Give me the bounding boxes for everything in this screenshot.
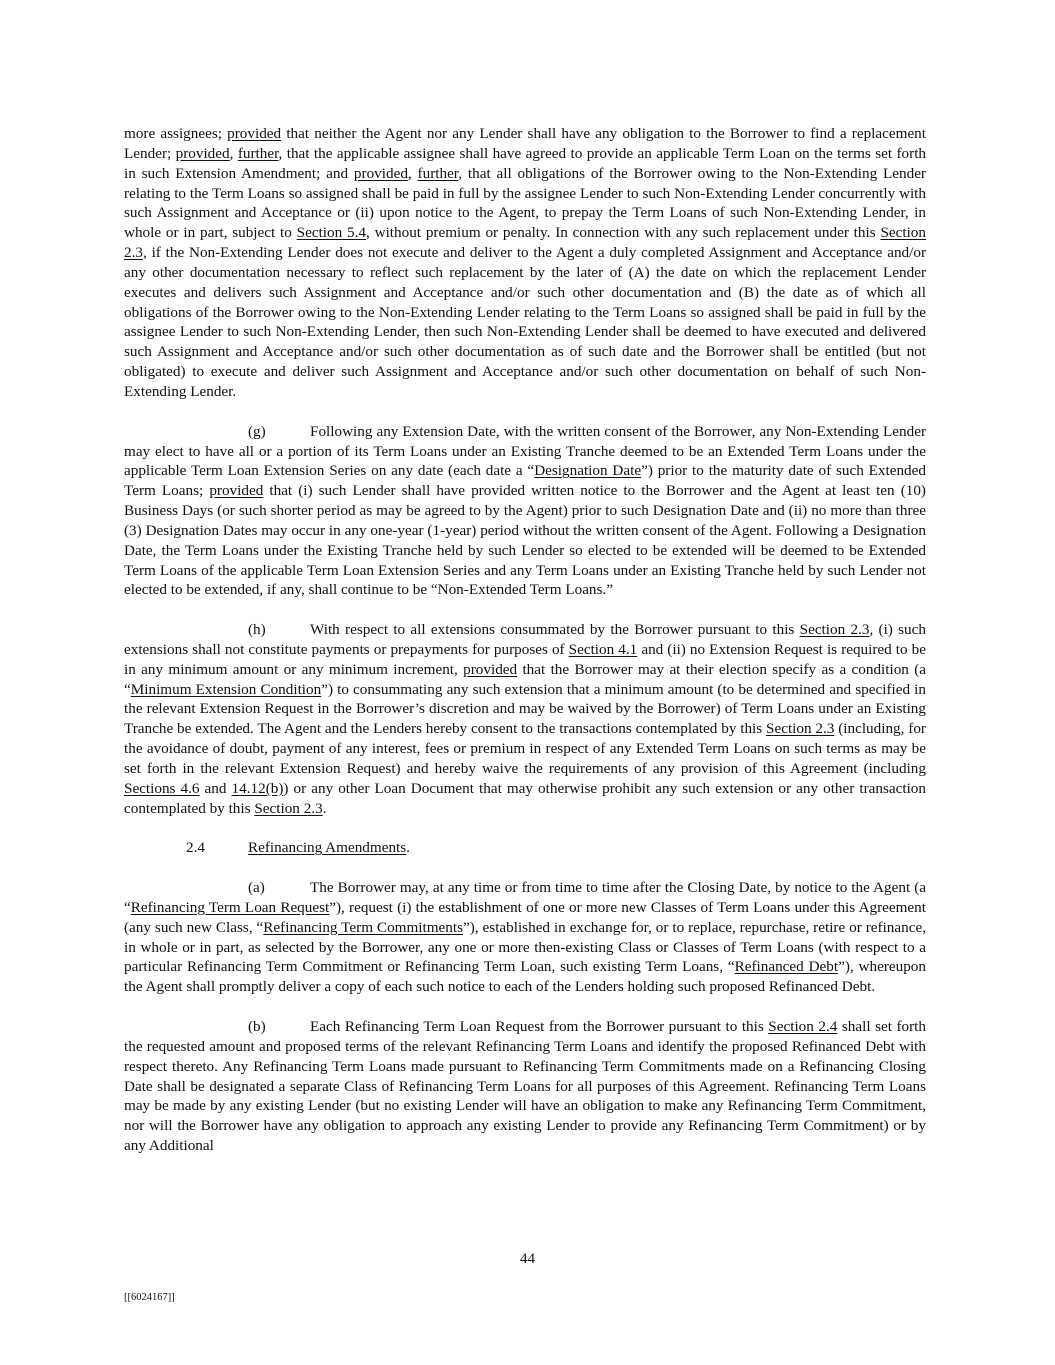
paragraph-marker: (g) bbox=[248, 422, 266, 440]
section-heading-2-4: 2.4 Refinancing Amendments. bbox=[124, 838, 926, 858]
section-reference: Sections 4.6 bbox=[124, 779, 200, 797]
section-title: Refinancing Amendments bbox=[248, 839, 407, 857]
defined-term: Refinancing Term Loan Request bbox=[130, 898, 330, 916]
page-number: 44 bbox=[519, 1250, 536, 1267]
section-reference: Section 2.4 bbox=[768, 1017, 838, 1035]
section-reference: Section 5.4 bbox=[296, 224, 366, 242]
section-reference: 14.12(b) bbox=[231, 779, 284, 797]
paragraph-g: (g) Following any Extension Date, with the written consent of the Borrower, any Non-Extending Lender may elect to have all or a portion of its Term Loans under an Existing Tranche deemed to be an Extended Term Loans under the applicable Term Loan Extension Series on any date (each date a “Designation Date”) prior to the maturity date of such Extended Term Loans; provided that (i) such Lender shall have provided written notice to the Borrower and the Agent at least ten (10) Business Days (or such shorter period as may be agreed to by the Agent) prior to such Designation Date and (ii) no more than three (3) Designation Dates may occur in any one-year (1-year) period without the written consent of the Agent. Following a Designation Date, the Term Loans under the Existing Tranche held by such Lender so elected to be extended will be deemed to be Extended Term Loans of the applicable Term Loan Extension Series and any Term Loans under an Existing Tranche held by such Lender not elected to be extended, if any, shall continue to be “Non-Extended Term Loans.” bbox=[124, 422, 926, 599]
defined-term: Refinancing Term Commitments bbox=[263, 918, 464, 936]
defined-term: Refinanced Debt bbox=[734, 958, 839, 976]
underlined-term: provided bbox=[353, 164, 408, 182]
paragraph-marker: (b) bbox=[248, 1017, 266, 1035]
paragraph-h: (h) With respect to all extensions consummated by the Borrower pursuant to this Section 2.3, (i) such extensions shall not constitute payments or prepayments for purposes of Section 4.1 and (ii) no Extension Request is required to be in any minimum amount or any minimum increment, provided that the Borrower may at their election specify as a condition (a “Minimum Extension Condition”) to consummating any such extension that a minimum amount (to be determined and specified in the relevant Extension Request in the Borrower’s discretion and may be waived by the Borrower) of Term Loans under an Existing Tranche be extended. The Agent and the Lenders hereby consent to the transactions contemplated by this Section 2.3 (including, for the avoidance of doubt, payment of any interest, fees or premium in respect of any Extended Term Loans on such terms as may be set forth in the relevant Extension Request) and hereby waive the requirements of any provision of this Agreement (including Sections 4.6 and 14.12(b)) or any other Loan Document that may otherwise prohibit any such extension or any other transaction contemplated by this Section 2.3. bbox=[124, 621, 927, 817]
underlined-term: provided bbox=[227, 125, 282, 142]
section-reference: Section 4.1 bbox=[568, 640, 638, 658]
section-reference: Section 2.3 bbox=[254, 799, 323, 817]
paragraph-f-continued: more assignees; provided that neither the Agent nor any Lender shall have any obligation to the Borrower to find a replacement Lender; provided, further, that the applicable assignee shall have agreed to provide an applicable Term Loan on the terms set forth in such Extension Amendment; and provided, further, that all obligations of the Borrower owing to the Non-Extending Lender relating to the Term Loans so assigned shall be paid in full by the assignee Lender to such Non-Extending Lender concurrently with such Assignment and Acceptance or (ii) upon notice to the Agent, to prepay the Term Loans of such Non-Extending Lender, in whole or in part, subject to Section 5.4, without premium or penalty. In connection with any such replacement under this Section 2.3, if the Non-Extending Lender does not execute and deliver to the Agent a duly completed Assignment and Acceptance and/or any other documentation necessary to reflect such replacement by the later of (A) the date on which the replacement Lender executes and delivers such Assignment and Acceptance and/or such other documentation and (B) the date as of which all obligations of the Borrower owing to the Non-Extending Lender relating to the Term Loans so assigned shall be paid in full by the assignee Lender to such Non-Extending Lender, then such Non-Extending Lender shall be deemed to have executed and delivered such Assignment and Acceptance and/or such other documentation as of such date and the Borrower shall be entitled (but not obligated) to execute and deliver such Assignment and Acceptance and/or such other documentation on behalf of such Non-Extending Lender. bbox=[124, 125, 927, 400]
section-reference: Section 2.3 bbox=[124, 224, 926, 262]
underlined-term: provided bbox=[463, 660, 518, 678]
defined-term: Designation Date bbox=[534, 462, 642, 480]
document-body bbox=[124, 124, 926, 1176]
paragraph-marker: (h) bbox=[248, 621, 266, 639]
section-number: 2.4 bbox=[186, 839, 205, 857]
paragraph-b: (b) Each Refinancing Term Loan Request from the Borrower pursuant to this Section 2.4 shall set forth the requested amount and proposed terms of the relevant Refinancing Term Loans and identify the proposed Refinanced Debt with respect thereto. Any Refinancing Term Loans made pursuant to Refinancing Term Commitments made on a Refinancing Closing Date shall be designated a separate Class of Refinancing Term Loans for all purposes of this Agreement. Refinancing Term Loans may be made by any existing Lender (but no existing Lender will have an obligation to make any Refinancing Term Commitment, nor will the Borrower have any obligation to approach any existing Lender to provide any Refinancing Term Commitment) or by any Additional bbox=[124, 1017, 926, 1155]
underlined-term: provided bbox=[209, 482, 264, 500]
underlined-term: further bbox=[237, 144, 279, 162]
document-id: [[6024167]] bbox=[124, 1292, 175, 1303]
section-reference: Section 2.3 bbox=[799, 621, 870, 639]
paragraph-a: (a) The Borrower may, at any time or from time to time after the Closing Date, by notice to the Agent (a “Refinancing Term Loan Request”), request (i) the establishment of one or more new Classes of Term Loans under this Agreement (any such new Class, “Refinancing Term Commitments”), established in exchange for, or to replace, repurchase, retire or refinance, in whole or in part, as selected by the Borrower, any one or more then-existing Class or Classes of Term Loans (with respect to a particular Refinancing Term Commitment or Refinancing Term Loan, such existing Term Loans, “Refinanced Debt”), whereupon the Agent shall promptly deliver a copy of each such notice to each of the Lenders holding such proposed Refinanced Debt. bbox=[124, 879, 926, 996]
section-reference: Section 2.3 bbox=[766, 720, 835, 738]
underlined-term: provided bbox=[175, 144, 230, 162]
underlined-term: further bbox=[417, 164, 459, 182]
paragraph-marker: (a) bbox=[248, 879, 265, 897]
defined-term: Minimum Extension Condition bbox=[130, 680, 322, 698]
